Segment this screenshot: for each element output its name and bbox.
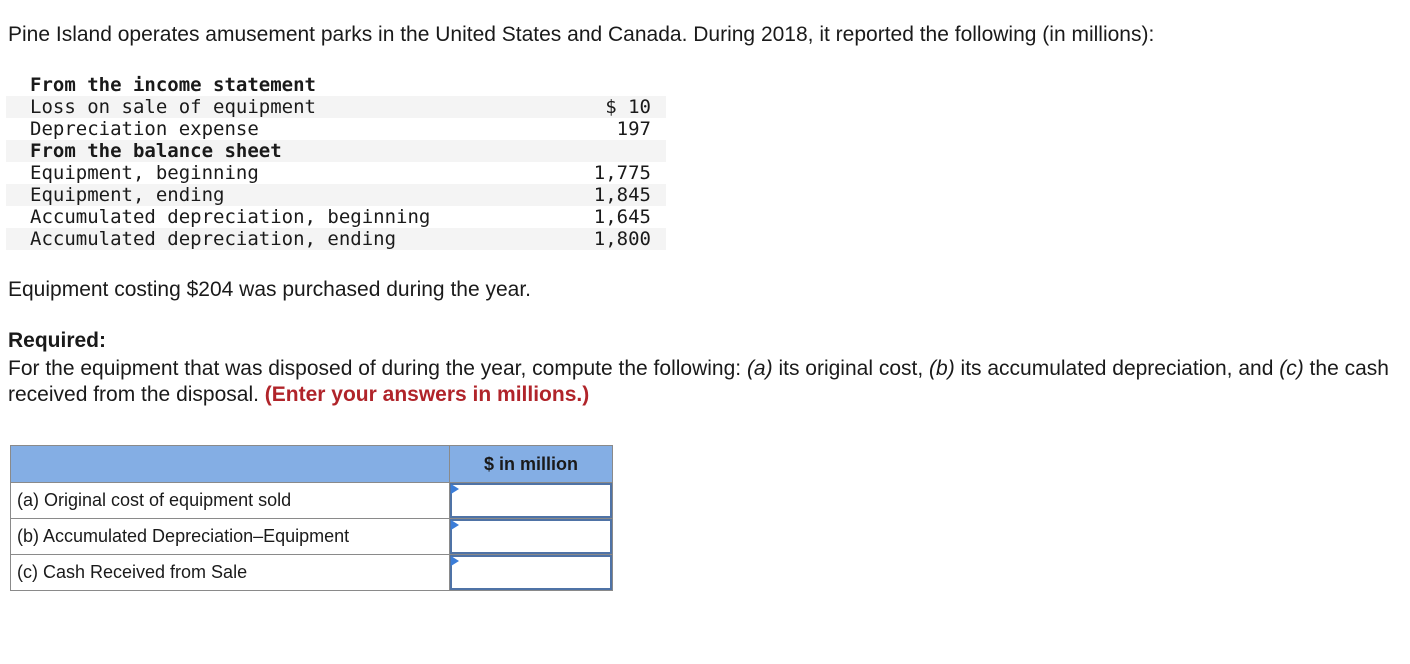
table-row (6, 206, 666, 228)
table-row (6, 162, 666, 184)
answer-cell (450, 519, 613, 555)
answer-cell (450, 555, 613, 591)
row-label: Depreciation expense (30, 118, 259, 140)
answer-label: (c) Cash Received from Sale (11, 555, 450, 591)
row-label: Loss on sale of equipment (6, 96, 570, 118)
marker-a: (a) (746, 357, 773, 380)
balance-sheet-header-row (6, 140, 666, 162)
row-label: Equipment, ending (6, 184, 570, 206)
table-row (6, 228, 666, 250)
input-marker-icon (451, 520, 459, 530)
original-cost-input[interactable] (450, 483, 612, 518)
answer-label: (a) Original cost of equipment sold (11, 483, 450, 519)
answer-unit-note: (Enter your answers in millions.) (264, 383, 590, 406)
answer-header-row (11, 446, 613, 483)
row-amount: 197 (616, 118, 651, 140)
answer-label: (b) Accumulated Depreciation–Equipment (11, 519, 450, 555)
row-amount: $ 10 (570, 96, 666, 118)
balance-sheet-header: From the balance sheet (6, 140, 570, 162)
row-amount: 1,775 (593, 162, 651, 184)
row-amount: 1,645 (593, 206, 651, 228)
row-label: Equipment, beginning (30, 162, 259, 184)
required-b-text: its accumulated depreciation, and (954, 357, 1280, 380)
required-c-text: the cash received from the disposal. (8, 357, 1389, 406)
financial-data-table (6, 74, 666, 250)
answer-table (10, 445, 613, 591)
row-amount: 1,800 (570, 228, 666, 250)
accumulated-depreciation-input[interactable] (450, 519, 612, 554)
row-amount: 1,845 (570, 184, 666, 206)
row-label: Accumulated depreciation, beginning (30, 206, 431, 228)
required-a-text: its original cost, (772, 357, 930, 380)
table-row (6, 96, 666, 118)
input-marker-icon (451, 484, 459, 494)
answer-cell (450, 483, 613, 519)
intro-text: Pine Island operates amusement parks in the United States and Canada. During 2018, it reported the following (in millions): (8, 23, 1155, 46)
purchase-note: Equipment costing $204 was purchased during the year. (8, 278, 532, 301)
table-row (6, 184, 666, 206)
marker-c: (c) (1279, 357, 1304, 380)
required-instructions (8, 356, 1403, 408)
input-marker-icon (451, 556, 459, 566)
marker-b: (b) (929, 357, 955, 380)
answer-row-original-cost (11, 483, 613, 519)
cash-received-input[interactable] (450, 555, 612, 590)
row-label: Accumulated depreciation, ending (6, 228, 570, 250)
answer-header-blank (11, 446, 450, 483)
table-row (6, 118, 666, 140)
answer-row-cash-received (11, 555, 613, 591)
required-part1: For the equipment that was disposed of during the year, compute the following: (8, 357, 747, 380)
income-statement-header-row (6, 74, 666, 96)
answer-row-accumulated-depreciation (11, 519, 613, 555)
answer-column-header: $ in million (450, 446, 613, 483)
required-heading: Required: (8, 329, 107, 352)
income-statement-header: From the income statement (30, 74, 316, 96)
